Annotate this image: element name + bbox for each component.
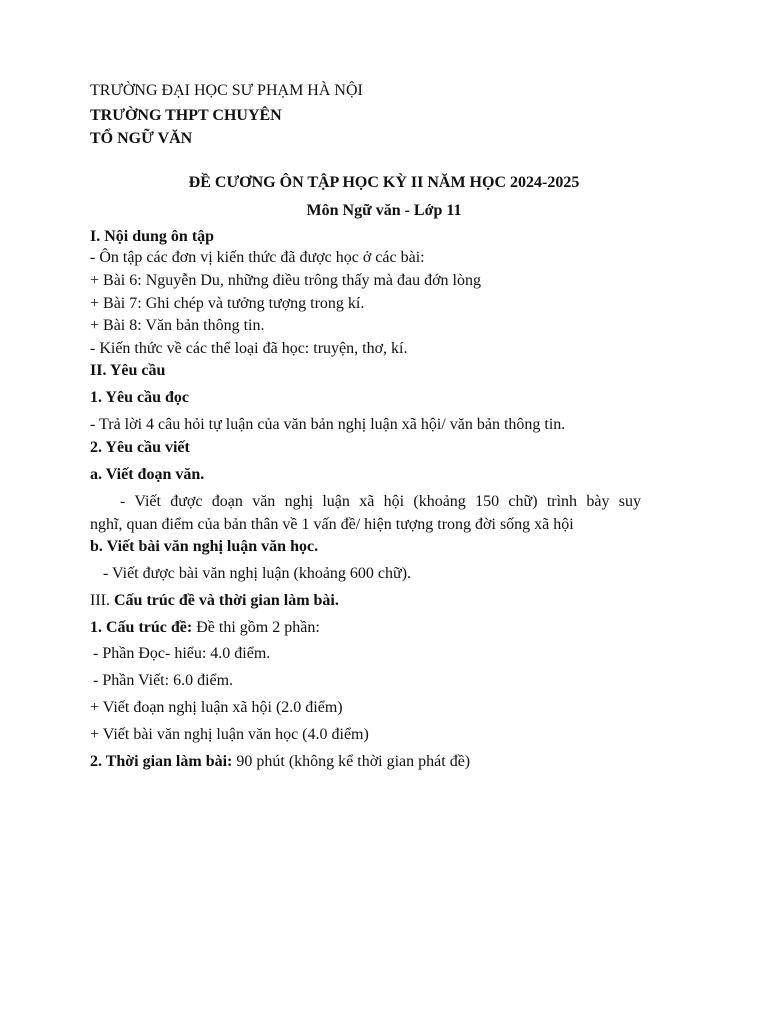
essay-heading: b. Viết bài văn nghị luận văn học. — [90, 538, 319, 555]
reading-heading: 1. Yêu cầu đọc — [90, 389, 189, 406]
section-1-genres: - Kiến thức về các thể loại đã học: truyện, thơ, kí. — [90, 340, 408, 357]
section-3-title: Cấu trúc đề và thời gian làm bài. — [113, 592, 339, 609]
header-school: TRƯỜNG THPT CHUYÊN — [90, 107, 282, 124]
header-university: TRƯỜNG ĐẠI HỌC SƯ PHẠM HÀ NỘI — [90, 82, 363, 99]
section-3-number: III. — [90, 592, 110, 609]
essay-text: - Viết được bài văn nghị luận (khoảng 600 chữ). — [103, 565, 412, 582]
structure-line — [90, 618, 320, 638]
section-1-intro: - Ôn tập các đơn vị kiến thức đã được học ở các bài: — [90, 249, 425, 266]
time-text: 90 phút (không kể thời gian phát đề) — [236, 753, 471, 770]
section-1-item: + Bài 8: Văn bản thông tin. — [90, 317, 265, 334]
section-1-item: + Bài 6: Nguyễn Du, những điều trông thấy mà đau đớn lòng — [90, 272, 481, 289]
section-1-heading: I. Nội dung ôn tập — [90, 228, 215, 245]
structure-text: Đề thi gồm 2 phần: — [196, 619, 320, 636]
paragraph-text-line-1: - Viết được đoạn văn nghị luận xã hội (khoảng 150 chữ) trình bày suy — [120, 493, 641, 510]
writing-heading: 2. Yêu cầu viết — [90, 439, 190, 456]
section-2-heading: II. Yêu cầu — [90, 362, 166, 379]
time-line — [90, 752, 470, 772]
section-3-heading — [90, 591, 339, 611]
paragraph-heading: a. Viết đoạn văn. — [90, 466, 205, 483]
reading-text: - Trả lời 4 câu hỏi tự luận của văn bản nghị luận xã hội/ văn bản thông tin. — [90, 416, 566, 433]
part-writing-essay: + Viết bài văn nghị luận văn học (4.0 điểm) — [90, 726, 369, 743]
part-reading: - Phần Đọc- hiểu: 4.0 điểm. — [93, 645, 271, 662]
header-department: TỔ NGỮ VĂN — [90, 130, 193, 147]
part-writing: - Phần Viết: 6.0 điểm. — [93, 672, 234, 689]
structure-label: 1. Cấu trúc đề: — [90, 619, 193, 636]
section-1-item: + Bài 7: Ghi chép và tưởng tượng trong kí. — [90, 295, 365, 312]
part-writing-paragraph: + Viết đoạn nghị luận xã hội (2.0 điểm) — [90, 699, 343, 716]
document-title: ĐỀ CƯƠNG ÔN TẬP HỌC KỲ II NĂM HỌC 2024-2025 — [188, 174, 580, 191]
time-label: 2. Thời gian làm bài: — [90, 753, 233, 770]
document-subtitle: Môn Ngữ văn - Lớp 11 — [306, 202, 462, 219]
paragraph-text-line-2: nghĩ, quan điểm của bản thân về 1 vấn đề/ hiện tượng trong đời sống xã hội — [90, 516, 574, 533]
